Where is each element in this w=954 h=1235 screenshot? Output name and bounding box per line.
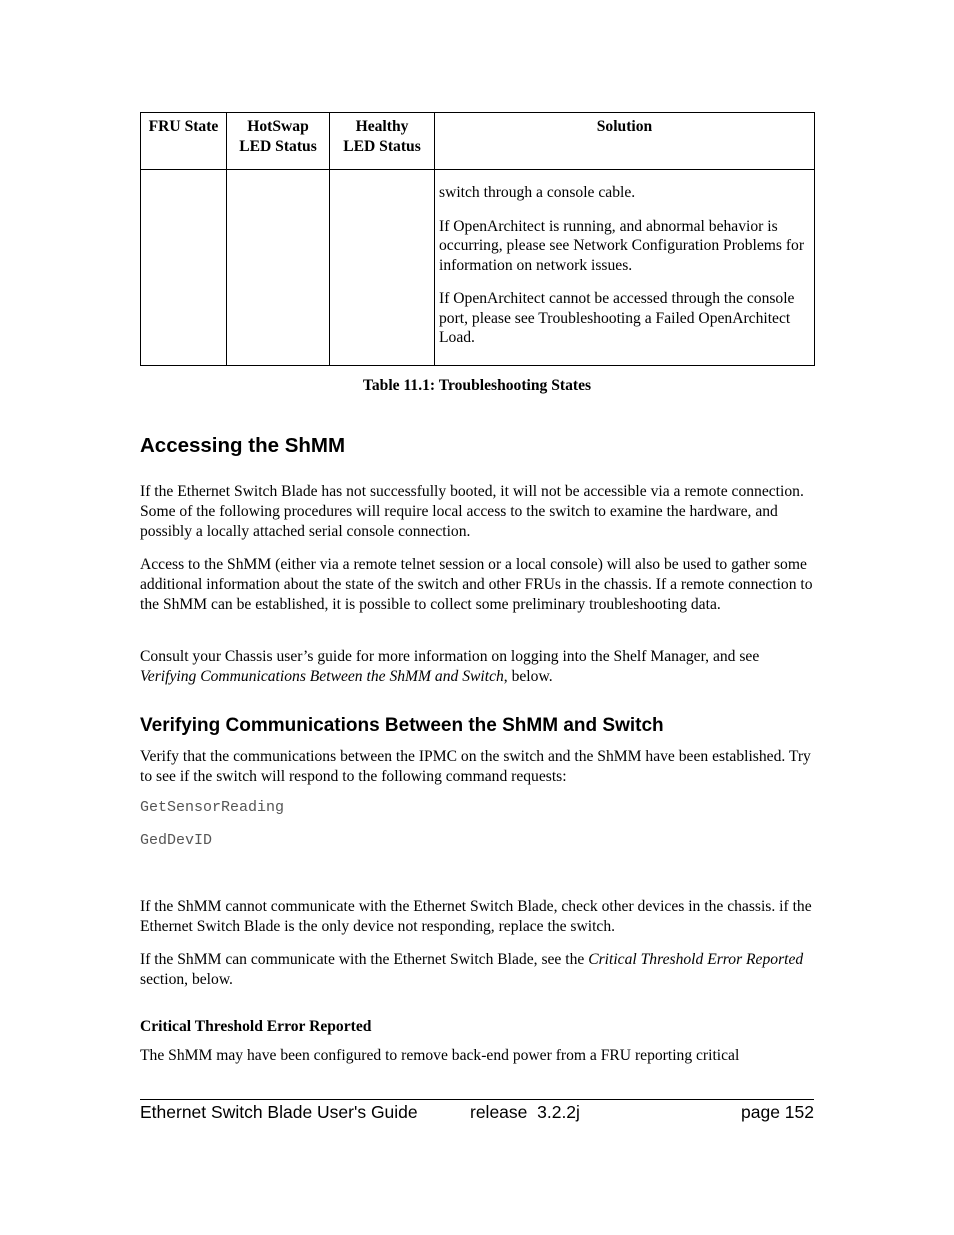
footer-divider bbox=[140, 1099, 814, 1100]
paragraph-cannot-communicate: If the ShMM cannot communicate with the Ethernet Switch Blade, check other devices in the chassis. if the Ethernet Switch Blade is the only device not responding, replace the switch. bbox=[140, 898, 812, 935]
solution-text-1: switch through a console cable. bbox=[439, 184, 636, 201]
table-row bbox=[141, 170, 815, 366]
table-caption: Table 11.1: Troubleshooting States bbox=[362, 377, 592, 394]
header-fru-state: FRU State bbox=[141, 113, 227, 170]
paragraph-not-booted: If the Ethernet Switch Blade has not successfully booted, it will not be accessible via a remote connection. Some of the following procedures will require local access to the switch to examine the hardware, and possibly a locally attached serial console connection. bbox=[140, 483, 804, 540]
footer-page-number: page 152 bbox=[741, 1102, 814, 1122]
heading-verifying-communications: Verifying Communications Between the ShMM and Switch bbox=[140, 715, 664, 736]
footer-title: Ethernet Switch Blade User's Guide bbox=[140, 1102, 418, 1122]
header-hotswap-led-status: HotSwap LED Status bbox=[227, 113, 330, 170]
table-header-row bbox=[141, 113, 815, 170]
link-critical-threshold: Critical Threshold Error Reported bbox=[588, 951, 804, 968]
command-ged-dev-id: GedDevID bbox=[140, 832, 213, 849]
paragraph-verify-ipmc: Verify that the communications between the IPMC on the switch and the ShMM have been established. Try to see if the switch will respond to the following command requests: bbox=[140, 748, 811, 785]
footer-release: release 3.2.2j bbox=[470, 1102, 580, 1122]
link-verifying-communications: Verifying Communications Between the ShMM and Switch bbox=[140, 668, 504, 685]
paragraph-critical-threshold: The ShMM may have been configured to remove back-end power from a FRU reporting critical bbox=[140, 1047, 740, 1064]
header-solution: Solution bbox=[435, 113, 815, 170]
header-healthy-led-status: Healthy LED Status bbox=[330, 113, 435, 170]
heading-critical-threshold: Critical Threshold Error Reported bbox=[140, 1018, 372, 1035]
solution-text-3: If OpenArchitect cannot be accessed through the console port, please see Troubleshooting a Failed OpenArchitect Load. bbox=[439, 290, 795, 346]
paragraph-can-communicate: If the ShMM can communicate with the Ethernet Switch Blade, see the Critical Threshold Error Reported section, below. bbox=[140, 951, 804, 988]
heading-accessing-shmm: Accessing the ShMM bbox=[140, 434, 346, 457]
cell-solution bbox=[435, 170, 815, 366]
cell-healthy bbox=[330, 170, 435, 366]
paragraph-access-shmm: Access to the ShMM (either via a remote telnet session or a local console) will also be used to gather some additional information about the state of the switch and other FRUs in the chassis. If a remote connection to the ShMM can be established, it is possible to collect some preliminary troubleshooting data. bbox=[140, 556, 813, 613]
cell-fru-state bbox=[141, 170, 227, 366]
cell-hotswap bbox=[227, 170, 330, 366]
solution-text-2: If OpenArchitect is running, and abnormal behavior is occurring, please see Network Configuration Problems for information on network issues. bbox=[439, 217, 805, 274]
command-get-sensor-reading: GetSensorReading bbox=[140, 799, 285, 816]
troubleshooting-table bbox=[140, 112, 815, 366]
paragraph-consult-guide: Consult your Chassis user’s guide for more information on logging into the Shelf Manager, and see Verifying Communications Between the ShMM and Switch, below. bbox=[140, 648, 760, 685]
